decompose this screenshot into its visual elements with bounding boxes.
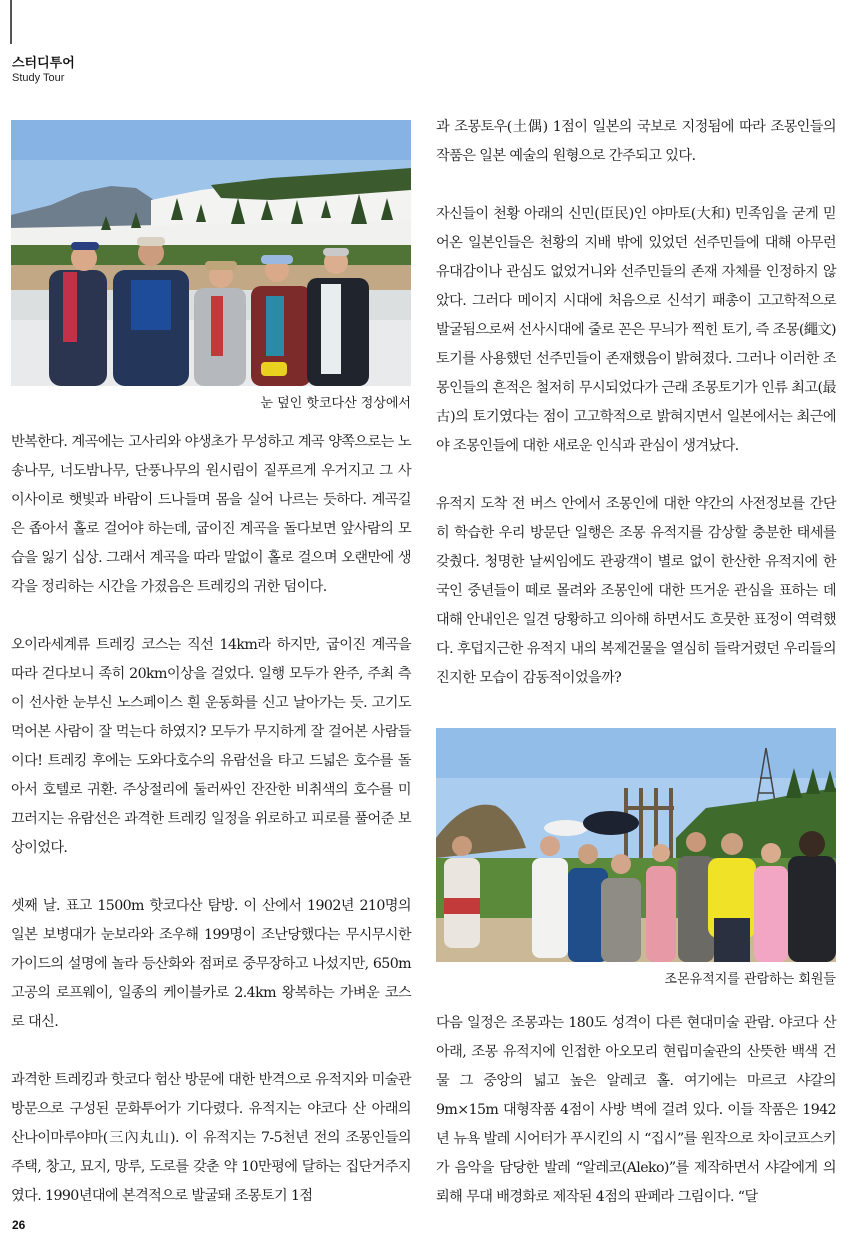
photo-mountain-summit bbox=[11, 120, 411, 386]
photo-jomon-site bbox=[436, 728, 836, 962]
header-rule bbox=[10, 0, 12, 44]
paragraph: 과격한 트레킹과 핫코다 험산 방문에 대한 반격으로 유적지와 미술관 방문으로 구성된 문화투어가 기다렸다. 유적지는 야코다 산 아래의 산나이마루야마(三內丸山). 이 유적지는 7-5천년 전의 조몽인들의 주택, 창고, 묘지, 망루, 도로를 갖춘 약 10만평에 달하는 집단거주지였다. 1990년대에 본격적으로 발굴돼 조몽토기 1점 bbox=[11, 1072, 411, 1204]
paragraph: 과 조몽토우(土偶) 1점이 일본의 국보로 지정됨에 따라 조몽인들의 작품은 일본 예술의 원형으로 간주되고 있다. bbox=[436, 119, 836, 164]
photo-caption-summit: 눈 덮인 핫코다산 정상에서 bbox=[260, 396, 411, 411]
right-text-column-top bbox=[436, 113, 836, 693]
paragraph: 유적지 도착 전 버스 안에서 조몽인에 대한 약간의 사전정보를 간단히 학습한 우리 방문단 일행은 조몽 유적지를 감상할 충분한 태세를 갖췄다. 청명한 날씨임에도 관광객이 별로 없이 한산한 유적지에 한국인 중년들이 떼로 몰려와 조몽인에 대한 뜨거운 관심을 표하는 데 대해 안내인은 일견 당황하고 의아해 하면서도 흐뭇한 표정이 역력했다. 후덥지근한 유적지 내의 복제건물을 열심히 들락거렸던 우리들의 진지한 모습이 감동적이었을까? bbox=[436, 496, 836, 686]
right-text-column-bottom bbox=[436, 1009, 836, 1212]
section-title-korean: 스터디투어 bbox=[12, 56, 75, 71]
paragraph: 다음 일정은 조몽과는 180도 성격이 다른 현대미술 관람. 야코다 산 아래, 조몽 유적지에 인접한 아오모리 현립미술관의 산뜻한 백색 건물 그 중앙의 넓고 높은 알레코 홀. 여기에는 마르코 샤갈의 9m×15m 대형작품 4점이 사방 벽에 걸려 있다. 이들 작품은 1942년 뉴욕 발레 시어터가 푸시킨의 시 “집시”를 원작으로 차이코프스키가 음악을 담당한 발레 “알레코(Aleko)”를 제작하면서 샤갈에게 의뢰해 무대 배경화로 제작된 4점의 판페라 그림이다. “달 bbox=[436, 1015, 836, 1205]
paragraph: 셋째 날. 표고 1500m 핫코다산 탐방. 이 산에서 1902년 210명의 일본 보병대가 눈보라와 조우해 199명이 조난당했다는 무시무시한 가이드의 설명에 놀라 등산화와 점퍼로 중무장하고 나섰지만, 650m 고공의 로프웨이, 일종의 케이블카로 2.4km 왕복하는 가벼운 코스로 대신. bbox=[11, 898, 411, 1030]
paragraph: 반복한다. 계곡에는 고사리와 야생초가 무성하고 계곡 양쪽으로는 노송나무, 너도밤나무, 단풍나무의 원시림이 짙푸르게 우거지고 그 사이사이로 햇빛과 바람이 드나들며 몸을 실어 나르는 듯하다. 계곡길은 좁아서 홀로 걸어야 하는데, 굽이진 계곡을 돌다보면 앞사람의 모습을 잃기 십상. 그래서 계곡을 따라 말없이 홀로 걸으며 오랜만에 생각을 정리하는 시간을 가졌음은 트레킹의 귀한 덤이다. bbox=[11, 434, 411, 595]
paragraph: 자신들이 천황 아래의 신민(臣民)인 야마토(大和) 민족임을 굳게 믿어온 일본인들은 천황의 지배 밖에 있었던 선주민들에 대해 아무런 유대감이나 관심도 없었거니와 선주민들의 존재 자체를 인정하지 않았다. 그러다 메이지 시대에 처음으로 신석기 패총이 고고학적으로 발굴됨으로써 선사시대에 줄로 꼰은 무늬가 찍힌 토기, 즉 조몽(繩文)토기를 사용했던 선주민들이 존재했음이 밝혀졌다. 그러나 이러한 조몽인들의 흔적은 철저히 무시되었다가 근래 조몽토기가 인류 최고(最古)의 토기였다는 점이 고고학적으로 밝혀지면서 일본에서는 최근에야 조몽인들에 대한 새로운 인식과 관심이 생겨났다. bbox=[436, 206, 836, 454]
paragraph: 오이라세계류 트레킹 코스는 직선 14km라 하지만, 굽이진 계곡을 따라 걷다보니 족히 20km이상을 걸었다. 일행 모두가 완주, 주최 측이 선사한 눈부신 노스페이스 흰 운동화를 신고 날아가는 듯. 고기도 먹어본 사람이 잘 먹는다 하였지? 모두가 무지하게 잘 걸어본 사람들이다! 트레킹 후에는 도와다호수의 유람선을 타고 드넓은 호수를 돌아서 호텔로 귀환. 주상절리에 둘러싸인 잔잔한 비취색의 호수를 미끄러지는 유람선은 과격한 트레킹 일정을 위로하고 피로를 풀어준 보상이었다. bbox=[11, 637, 411, 856]
left-text-column bbox=[11, 428, 411, 1211]
section-title-english: Study Tour bbox=[12, 72, 65, 84]
page-number: 26 bbox=[12, 1218, 26, 1232]
photo-caption-jomon: 조몬유적지를 관람하는 회원들 bbox=[664, 972, 836, 987]
